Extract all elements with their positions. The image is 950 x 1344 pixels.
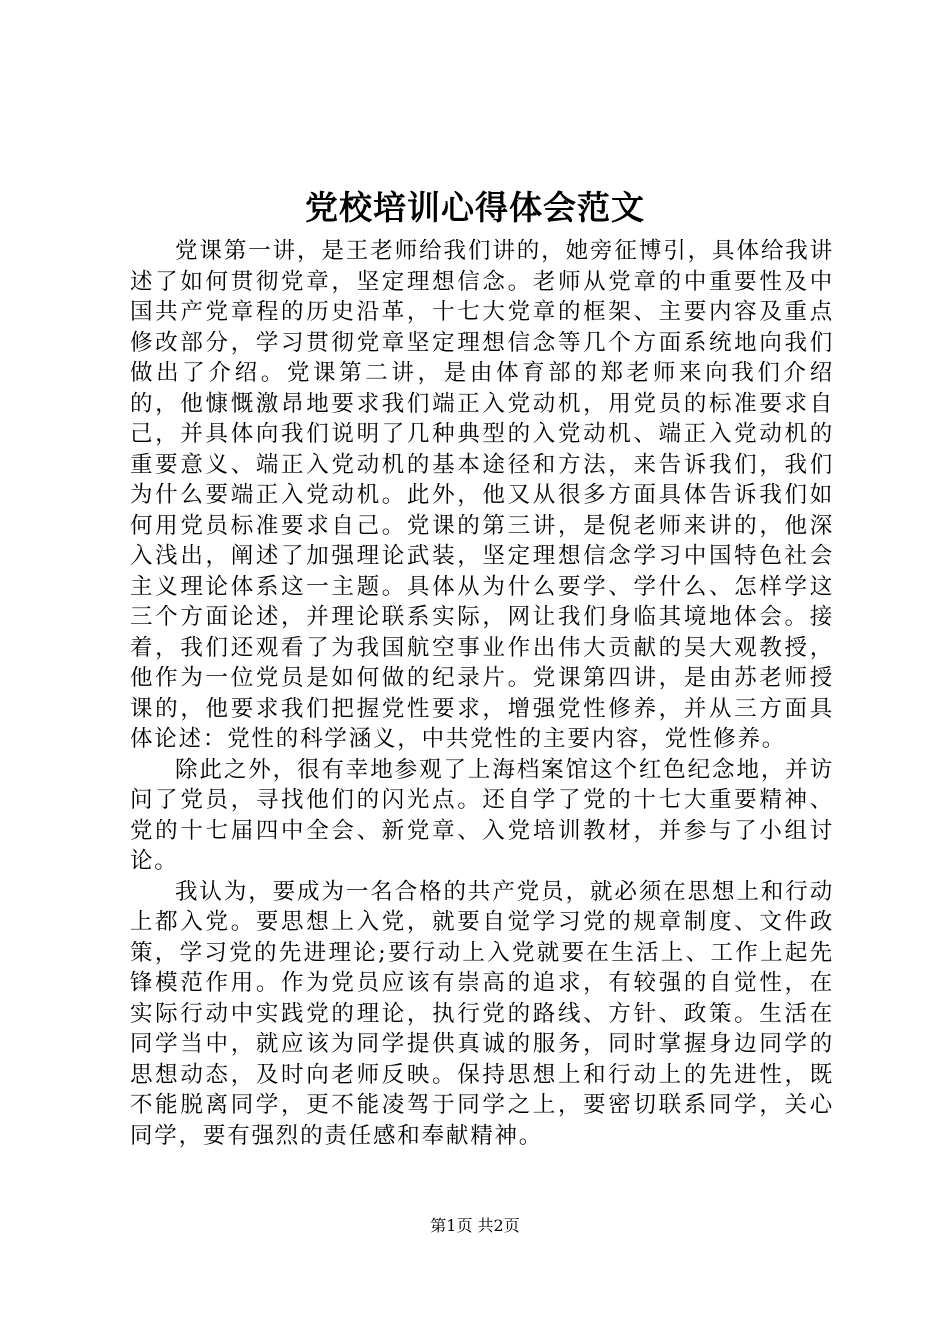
paragraph-2: 除此之外，很有幸地参观了上海档案馆这个红色纪念地，并访问了党员，寻找他们的闪光点。还自学了党的十七大重要精神、党的十七届四中全会、新党章、入党培训教材，并参与了小组讨论。 [130, 756, 834, 874]
document-title: 党校培训心得体会范文 [305, 188, 645, 227]
document-body [130, 236, 834, 1151]
page-number-footer: 第1页 共2页 [430, 1216, 520, 1235]
paragraph-1: 党课第一讲，是王老师给我们讲的，她旁征博引，具体给我讲述了如何贯彻党章，坚定理想信念。老师从党章的中重要性及中国共产党章程的历史沿革，十七大党章的框架、主要内容及重点修改部分，学习贯彻党章坚定理想信念等几个方面系统地向我们做出了介绍。党课第二讲，是由体育部的郑老师来向我们介绍的，他慷慨激昂地要求我们端正入党动机，用党员的标准要求自己，并具体向我们说明了几种典型的入党动机、端正入党动机的重要意义、端正入党动机的基本途径和方法，来告诉我们，我们为什么要端正入党动机。此外，他又从很多方面具体告诉我们如何用党员标准要求自己。党课的第三讲，是倪老师来讲的，他深入浅出，阐述了加强理论武装，坚定理想信念学习中国特色社会主义理论体系这一主题。具体从为什么要学、学什么、怎样学这三个方面论述，并理论联系实际，网让我们身临其境地体会。接着，我们还观看了为我国航空事业作出伟大贡献的吴大观教授，他作为一位党员是如何做的纪录片。党课第四讲，是由苏老师授课的，他要求我们把握党性要求，增强党性修养，并从三方面具体论述：党性的科学涵义，中共党性的主要内容，党性修养。 [130, 238, 834, 752]
paragraph-3: 我认为，要成为一名合格的共产党员，就必须在思想上和行动上都入党。要思想上入党，就要自觉学习党的规章制度、文件政策，学习党的先进理论;要行动上入党就要在生活上、工作上起先锋模范作用。作为党员应该有崇高的追求，有较强的自觉性，在实际行动中实践党的理论，执行党的路线、方针、政策。生活在同学当中，就应该为同学提供真诚的服务，同时掌握身边同学的思想动态，及时向老师反映。保持思想上和行动上的先进性，既不能脱离同学，更不能凌驾于同学之上，要密切联系同学，关心同学，要有强烈的责任感和奉献精神。 [130, 878, 834, 1149]
